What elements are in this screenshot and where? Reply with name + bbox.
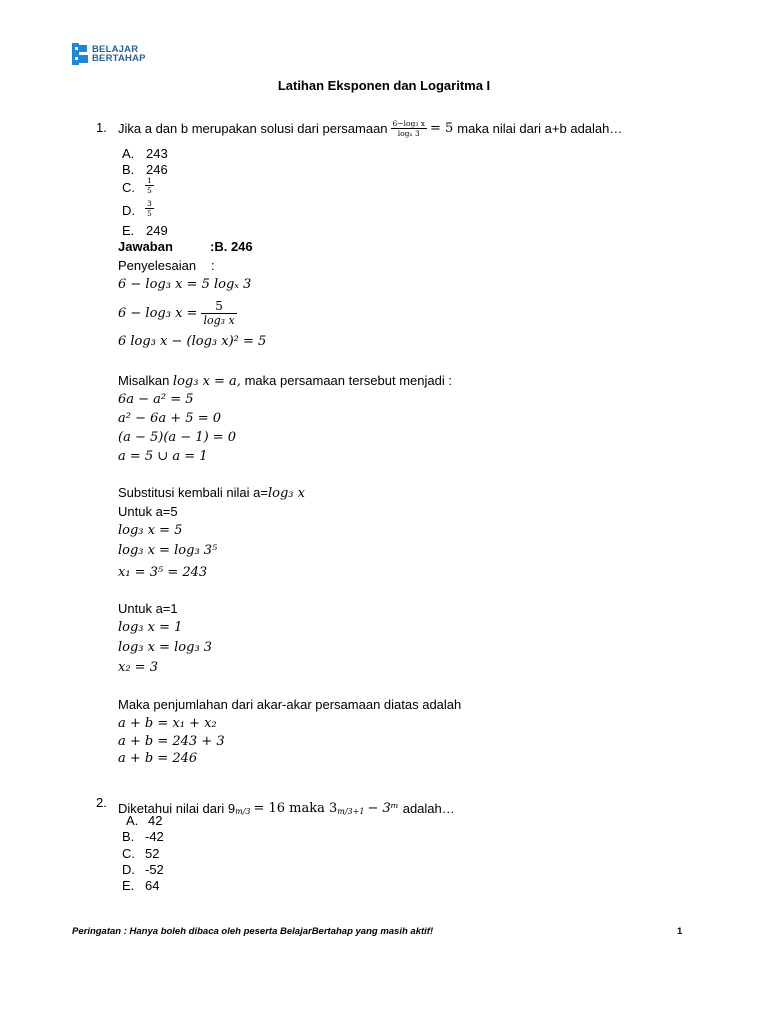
q1-prompt xyxy=(118,113,622,143)
misalkan-text-2: maka persamaan tersebut menjadi : xyxy=(244,373,452,388)
step-15: a + b = 243 + 3 xyxy=(118,734,225,749)
q1-text-before: Jika a dan b merupakan solusi dari persamaan xyxy=(118,120,388,136)
step-2 xyxy=(118,296,237,330)
step-4: 6a − a² = 5 xyxy=(118,392,194,407)
q1-option-b-label: B. xyxy=(122,162,135,177)
step-2-num: 5 xyxy=(201,299,236,314)
q1-option-c-num: 1 xyxy=(147,176,152,185)
step-6: (a − 5)(a − 1) = 0 xyxy=(118,430,237,445)
q2-option-b-value: -42 xyxy=(145,829,164,844)
q1-option-d-num: 3 xyxy=(147,199,152,208)
misalkan-text: Misalkan xyxy=(118,373,170,388)
q1-option-e-label: E. xyxy=(122,223,135,238)
q2-eq1: = 16 maka 3 xyxy=(253,801,338,816)
solution-colon: : xyxy=(211,258,215,273)
step-9: log₃ x = log₃ 3⁵ xyxy=(118,543,218,558)
subst-text: Substitusi kembali nilai a= xyxy=(118,485,268,500)
misalkan-math: log₃ x = a, xyxy=(172,374,241,389)
q1-option-c-fraction xyxy=(145,176,154,195)
q1-text-after: maka nilai dari a+b adalah… xyxy=(457,120,623,136)
q1-frac-den: logₓ 3 xyxy=(397,128,420,138)
answer-label: Jawaban xyxy=(118,239,173,254)
document-title: Latihan Eksponen dan Logaritma I xyxy=(277,78,491,93)
q1-option-c-den: 5 xyxy=(147,186,152,195)
q1-option-e-value: 249 xyxy=(146,223,168,238)
case-a1-label: Untuk a=1 xyxy=(118,601,178,616)
q2-exp2: m/3+1 xyxy=(337,807,365,816)
step-2-fraction xyxy=(201,299,236,328)
step-13: x₂ = 3 xyxy=(118,660,158,675)
q1-text-eq: = 5 xyxy=(429,120,454,136)
q2-eq2: − 3ᵐ xyxy=(367,801,399,816)
step-1: 6 − log₃ x = 5 logₓ 3 xyxy=(118,277,252,292)
step-3: 6 log₃ x − (log₃ x)² = 5 xyxy=(118,334,267,349)
step-16: a + b = 246 xyxy=(118,751,198,766)
q2-exp1: m/3 xyxy=(235,807,251,816)
footer-warning: Peringatan : Hanya boleh dibaca oleh peserta BelajarBertahap yang masih aktif! xyxy=(72,926,434,937)
q1-option-a-value: 243 xyxy=(146,146,168,161)
step-2-den: log₃ x xyxy=(203,313,235,327)
solution-label: Penyelesaian xyxy=(118,258,197,273)
q2-option-a-value: 42 xyxy=(148,813,163,828)
q2-option-d-value: -52 xyxy=(145,862,164,877)
substitution-intro xyxy=(118,373,452,389)
step-10: x₁ = 3⁵ = 243 xyxy=(118,565,208,580)
logo-icon xyxy=(72,43,89,65)
q2-option-a-label: A. xyxy=(126,813,139,828)
step-14: a + b = x₁ + x₂ xyxy=(118,716,217,731)
q2-option-d-label: D. xyxy=(122,862,135,877)
q2-option-e-value: 64 xyxy=(145,878,160,893)
q1-option-a-label: A. xyxy=(122,146,135,161)
brand-line1: BELAJAR xyxy=(92,43,139,55)
answer-value: :B. 246 xyxy=(210,239,253,254)
q2-option-e-label: E. xyxy=(122,878,135,893)
q2-option-c-value: 52 xyxy=(145,846,160,861)
step-11: log₃ x = 1 xyxy=(118,620,183,635)
case-a5-label: Untuk a=5 xyxy=(118,504,178,519)
q1-number: 1. xyxy=(96,120,107,135)
step-12: log₃ x = log₃ 3 xyxy=(118,640,213,655)
q2-text-after: adalah… xyxy=(402,801,455,816)
step-2-left: 6 − log₃ x = xyxy=(118,305,198,321)
q1-option-d-value xyxy=(145,199,154,218)
q1-option-d-fraction xyxy=(145,199,154,218)
sum-intro: Maka penjumlahan dari akar-akar persamaan diatas adalah xyxy=(118,697,462,712)
q2-number: 2. xyxy=(96,795,107,810)
q1-fraction xyxy=(391,119,427,138)
q1-option-c-label: C. xyxy=(122,180,135,195)
step-5: a² − 6a + 5 = 0 xyxy=(118,411,221,426)
page-number: 1 xyxy=(677,926,683,937)
step-8: log₃ x = 5 xyxy=(118,523,183,538)
brand-line2: BERTAHAP xyxy=(92,53,146,64)
brand-name xyxy=(92,45,146,64)
q2-option-b-label: B. xyxy=(122,829,135,844)
subst-math: log₃ x xyxy=(267,486,305,501)
step-7: a = 5 ∪ a = 1 xyxy=(118,449,208,464)
q1-option-b-value: 246 xyxy=(146,162,168,177)
brand-logo xyxy=(72,43,146,65)
q2-option-c-label: C. xyxy=(122,846,135,861)
q1-option-d-label: D. xyxy=(122,203,135,218)
q1-option-c-value xyxy=(145,176,154,195)
resubstitute-line xyxy=(118,485,305,501)
q2-text-before: Diketahui nilai dari 9 xyxy=(118,801,236,816)
q2-prompt xyxy=(118,788,455,816)
q1-option-d-den: 5 xyxy=(147,209,152,218)
q1-frac-num: 6−log₃ x xyxy=(392,118,425,128)
